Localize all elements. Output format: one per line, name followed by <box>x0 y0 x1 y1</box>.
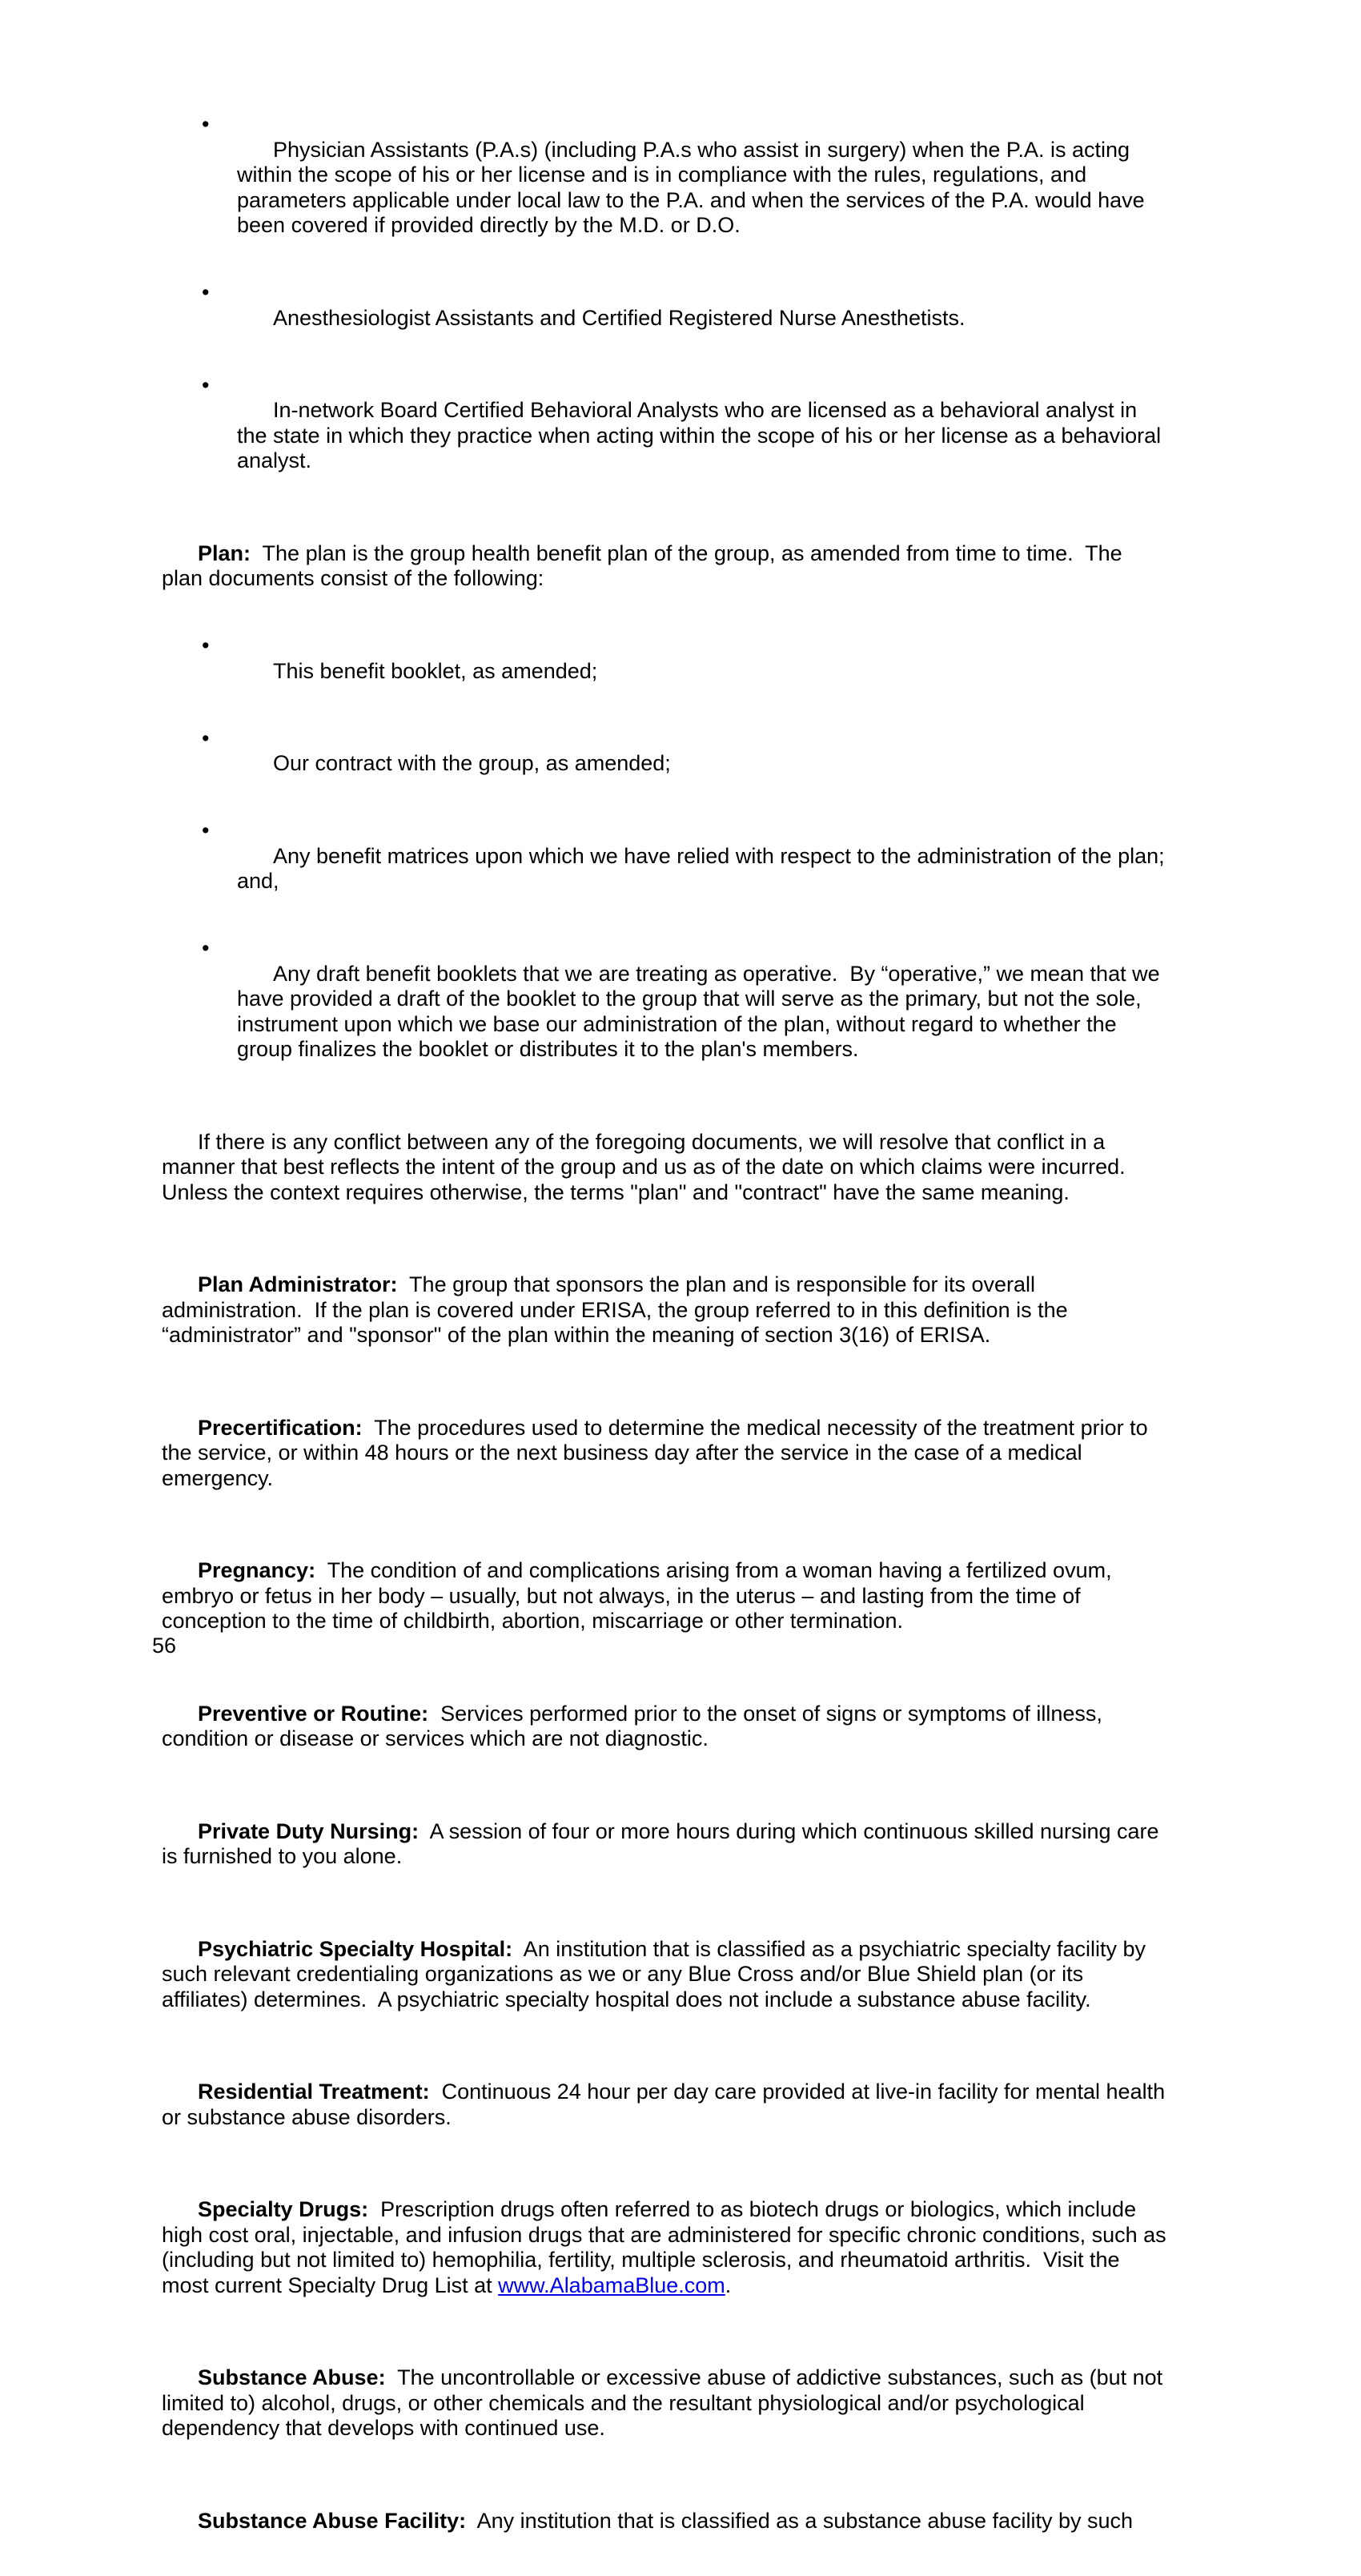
plan-document-bullet-text: Any draft benefit booklets that we are treating as operative. By “operative,” we mean that we have provided a draft of the booklet to the group that will serve as the primary, but not the sole, instrument upon which we base our administration of the plan, without regard to whether the group finalizes the booklet or distributes it to the plan's members. <box>237 961 1166 1061</box>
provider-bullet-text: Physician Assistants (P.A.s) (including P.A.s who assist in surgery) when the P.A. is acting within the scope of his or her license and is in compliance with the rules, regulations, and parameters applicable under local law to the P.A. and when the services of the P.A. would have been covered if provided directly by the M.D. or D.O. <box>237 137 1151 237</box>
provider-bullet-text: In-network Board Certified Behavioral Analysts who are licensed as a behavioral analyst in the state in which they practice when acting within the scope of his or her license as a behavioral analyst. <box>237 398 1167 472</box>
definition-text: The plan is the group health benefit plan of the group, as amended from time to time. The plan documents consist of the following: <box>162 541 1129 590</box>
definition-specialty-drugs <box>162 2172 1173 2324</box>
plan-document-bullet-text: This benefit booklet, as amended; <box>273 658 598 683</box>
definition-term: Private Duty Nursing: <box>198 1818 420 1843</box>
definition-text: Services performed prior to the onset of signs or symptoms of illness, condition or disease or services which are not diagnostic. <box>162 1701 1109 1750</box>
page-number: 56 <box>152 1634 177 1658</box>
bullet-dot: • <box>202 372 210 397</box>
definition-precertification <box>162 1390 1166 1517</box>
plan-document-bullet-item <box>162 726 1166 802</box>
definition-text: A session of four or more hours during which continuous skilled nursing care is furnished to you alone. <box>162 1818 1166 1868</box>
definition-term: Substance Abuse: <box>198 2365 386 2389</box>
bullet-dot: • <box>202 936 210 960</box>
bullet-dot: • <box>202 280 210 304</box>
bullet-dot: • <box>202 633 210 657</box>
definition-text: Any institution that is classified as a substance abuse facility by such <box>466 2508 1134 2533</box>
definition-term: Specialty Drugs: <box>198 2197 369 2221</box>
plan-document-bullet-item <box>162 633 1166 709</box>
definition-text: The procedures used to determine the medical necessity of the treatment prior to the service, or within 48 hours or the next business day after the service in the case of a medical emergency. <box>162 1415 1154 1490</box>
definition-term: Substance Abuse Facility: <box>198 2508 467 2533</box>
bullet-dot: • <box>202 725 210 750</box>
definition-text: An institution that is classified as a psychiatric specialty facility by such relevant credentialing organizations as we or any Blue Cross and/or Blue Shield plan (or its affiliates) determines. A psychiatric specialty hospital does not include a substance abuse facility. <box>162 1936 1152 2011</box>
definition-substance-abuse-facility <box>162 2483 1166 2559</box>
provider-bullet-item <box>162 373 1166 500</box>
definition-text: Prescription drugs often referred to as biotech drugs or biologics, which include high cost oral, injectable, and infusion drugs that are administered for specific chronic conditions, such as (including but not limited to) hemophilia, fertility, multiple sclerosis, and rheumatoid arthritis. Visit the most current Specialty Drug List at <box>162 2197 1173 2297</box>
definition-text: The group that sponsors the plan and is responsible for its overall administration. If the plan is covered under ERISA, the group referred to in this definition is the “administrator” and "sponsor" of the plan within the meaning of section 3(16) of ERISA. <box>162 1272 1074 1347</box>
definition-text: Continuous 24 hour per day care provided at live-in facility for mental health or substance abuse disorders. <box>162 2080 1171 2129</box>
definition-text: The uncontrollable or excessive abuse of addictive substances, such as (but not limited to) alcohol, drugs, or other chemicals and the resultant physiological and/or psychological dependency that develops with continued use. <box>162 2365 1169 2440</box>
definition-psychiatric-specialty-hospital <box>162 1911 1166 2038</box>
definition-private-duty-nursing <box>162 1794 1166 1895</box>
bullet-dot: • <box>202 818 210 842</box>
definition-term: Plan Administrator: <box>198 1272 398 1296</box>
definition-term: Psychiatric Specialty Hospital: <box>198 1936 513 1961</box>
definition-preventive-or-routine <box>162 1676 1166 1777</box>
definition-text: The condition of and complications arising from a woman having a fertilized ovum, embryo or fetus in her body – usually, but not always, in the uterus – and lasting from the time of conception to the time of childbirth, abortion, miscarriage or other termination. <box>162 1558 1118 1633</box>
paragraph-text: If there is any conflict between any of the foregoing documents, we will resolve that conflict in a manner that best reflects the intent of the group and us as of the date on which claims were incurred. Unless the context requires otherwise, the terms "plan" and "contract" have the same meaning. <box>162 1129 1138 1204</box>
alabamablue-link[interactable]: www.AlabamaBlue.com <box>498 2273 725 2297</box>
definition-pregnancy <box>162 1533 1166 1660</box>
conflict-resolution-paragraph <box>162 1104 1166 1231</box>
plan-document-bullet-item <box>162 818 1171 919</box>
provider-bullet-item <box>162 280 1166 356</box>
definition-term: Preventive or Routine: <box>198 1701 429 1726</box>
bullet-dot: • <box>202 112 210 136</box>
definition-plan-administrator <box>162 1248 1166 1374</box>
provider-bullet-text: Anesthesiologist Assistants and Certified Registered Nurse Anesthetists. <box>273 305 966 330</box>
definition-term: Pregnancy: <box>198 1558 316 1582</box>
definition-term: Residential Treatment: <box>198 2080 430 2104</box>
plan-document-bullet-text: Any benefit matrices upon which we have relied with respect to the administration of the plan; and, <box>237 843 1171 893</box>
definition-residential-treatment <box>162 2055 1171 2156</box>
plan-document-bullet-text: Our contract with the group, as amended; <box>273 751 671 775</box>
definition-substance-abuse <box>162 2341 1169 2467</box>
page-content <box>162 112 1173 2576</box>
plan-document-bullet-item <box>162 936 1166 1087</box>
provider-bullet-item <box>162 112 1166 263</box>
definition-plan <box>162 516 1166 617</box>
definition-term: Plan: <box>198 541 251 565</box>
definition-text-after-link: . <box>725 2273 732 2297</box>
definition-term: Precertification: <box>198 1415 363 1440</box>
